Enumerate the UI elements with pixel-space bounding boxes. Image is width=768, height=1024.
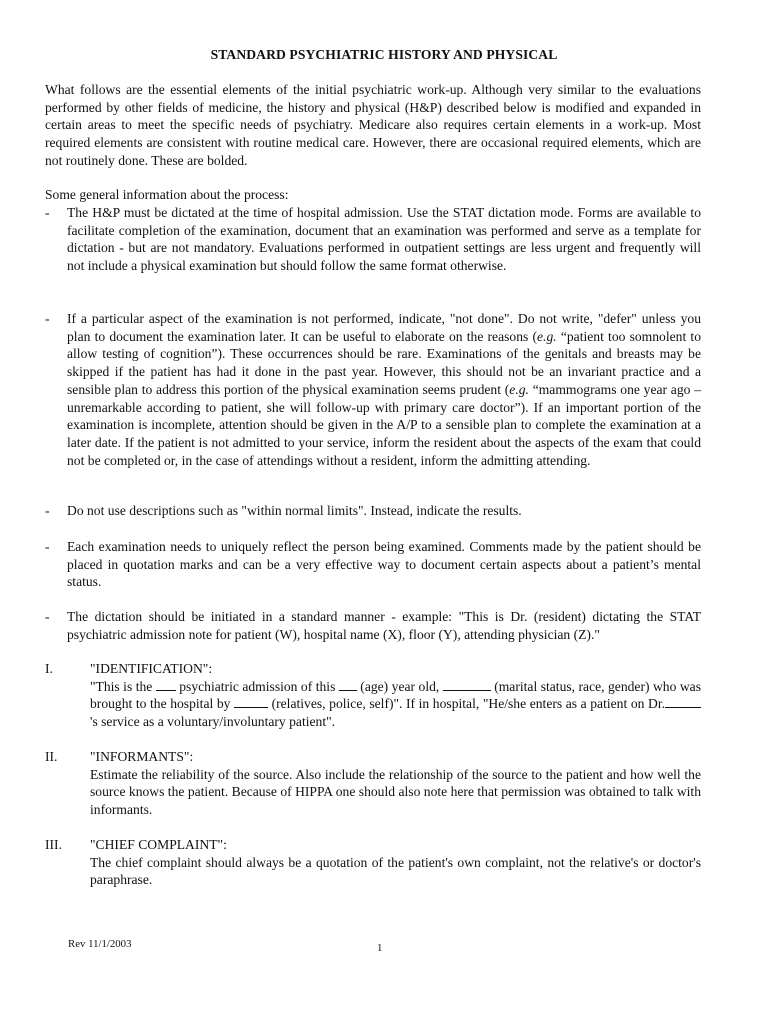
bullet-text: The H&P must be dictated at the time of hospital admission. Use the STAT dictation mode. Forms are available to facilitate completion of the examination, document that an examination was performed and serve as a template for dictation - but are not mandatory. Evaluations performed in outpatient settings are less urgent and frequently will not include a physical examination but should follow the same format otherwise. (67, 205, 701, 274)
body-segment: (age) year old, (356, 678, 443, 694)
section-heading: "CHIEF COMPLAINT": (90, 837, 227, 852)
bullet-text-part: “patient too somnolent to allow testing of cognition”). These occurrences should be rare. Examinations of the genitals and breasts may be skipped if the patient has had it done in the past year. However, this should not be an invariant practice and a sensible plan to address this portion of the physical examination seems prudent ( (67, 328, 701, 397)
fill-blank (234, 695, 268, 708)
bullet-marker: - (45, 205, 50, 220)
document-title: STANDARD PSYCHIATRIC HISTORY AND PHYSICAL (210, 47, 558, 62)
bullet-marker: - (45, 539, 50, 554)
bullet-marker: - (45, 609, 50, 624)
bullet-text: Do not use descriptions such as "within normal limits". Instead, indicate the results. (67, 503, 522, 518)
body-segment: psychiatric admission of this (175, 678, 339, 694)
fill-blank (665, 695, 701, 708)
body-segment: (relatives, police, self)". If in hospital, "He/she enters as a patient on Dr. (268, 696, 665, 712)
section-heading: "INFORMANTS": (90, 749, 194, 764)
section-numeral: I. (45, 661, 53, 676)
bullet-text-part: “mammograms one year ago – unremarkable according to patient, she will follow-up with primary care doctor”). If an important portion of the examination is incomplete, attention should be given in the A/P to a sensible plan to complete the examination at a later date. If the patient is not admitted to your service, inform the resident about the aspects of the exam that could not be completed or, in the case of attendings without a resident, inform the admitting attending. (67, 381, 701, 468)
bullet-item (45, 310, 701, 469)
section-numeral: II. (45, 749, 58, 764)
fill-blank (339, 678, 357, 691)
section-identification (45, 660, 701, 731)
eg-abbreviation: e.g. (537, 328, 557, 344)
footer-revision: Rev 11/1/2003 (68, 938, 132, 950)
bullet-text: The dictation should be initiated in a standard manner - example: "This is Dr. (resident) dictating the STAT psychiatric admission note for patient (W), hospital name (X), floor (Y), attending physician (Z)." (67, 609, 701, 642)
intro-paragraph: What follows are the essential elements of the initial psychiatric work-up. Although very similar to the evaluations performed by other fields of medicine, the history and physical (H&P) described below is modified and expanded in certain areas to meet the specific needs of psychiatry. Medicare also requires certain elements in a work-up. Most required elements are consistent with routine medical care. However, there are occasional required elements, which are not routinely done. These are bolded. (45, 82, 701, 168)
bullet-marker: - (45, 503, 50, 518)
section-numeral: III. (45, 837, 62, 852)
section-body: The chief complaint should always be a quotation of the patient's own complaint, not the relative's or doctor's paraphrase. (90, 854, 701, 888)
body-segment: 's service as a voluntary/involuntary patient". (90, 714, 336, 730)
fill-blank (156, 678, 176, 691)
bullet-item (45, 502, 701, 520)
bullet-text (67, 310, 701, 469)
bullet-text: Each examination needs to uniquely reflect the person being examined. Comments made by the patient should be placed in quotation marks and can be a very effective way to document certain aspects about a patient’s mental status. (67, 539, 701, 590)
body-segment: (marital status, race, gender) who was brought to the hospital by (90, 678, 701, 712)
body-segment: "This is the (90, 678, 156, 694)
section-body: Estimate the reliability of the source. Also include the relationship of the source to the patient and how well the source knows the patient. Because of HIPPA one should also note here that permission was obtained to talk with informants. (90, 766, 701, 818)
general-info-heading: Some general information about the process: (45, 187, 289, 202)
section-chief-complaint (45, 836, 701, 889)
fill-blank (443, 678, 491, 691)
bullet-item (45, 204, 701, 275)
eg-abbreviation: e.g. (509, 381, 529, 397)
section-body (90, 678, 701, 731)
bullet-text-part: If a particular aspect of the examination is not performed, indicate, "not done". Do not write, "defer" unless you plan to document the examination later. It can be useful to elaborate on the reasons ( (67, 311, 701, 344)
bullet-marker: - (45, 311, 50, 326)
section-heading: "IDENTIFICATION": (90, 661, 213, 676)
bullet-item (45, 608, 701, 643)
section-informants (45, 748, 701, 819)
bullet-item (45, 538, 701, 591)
page-number: 1 (377, 942, 383, 954)
